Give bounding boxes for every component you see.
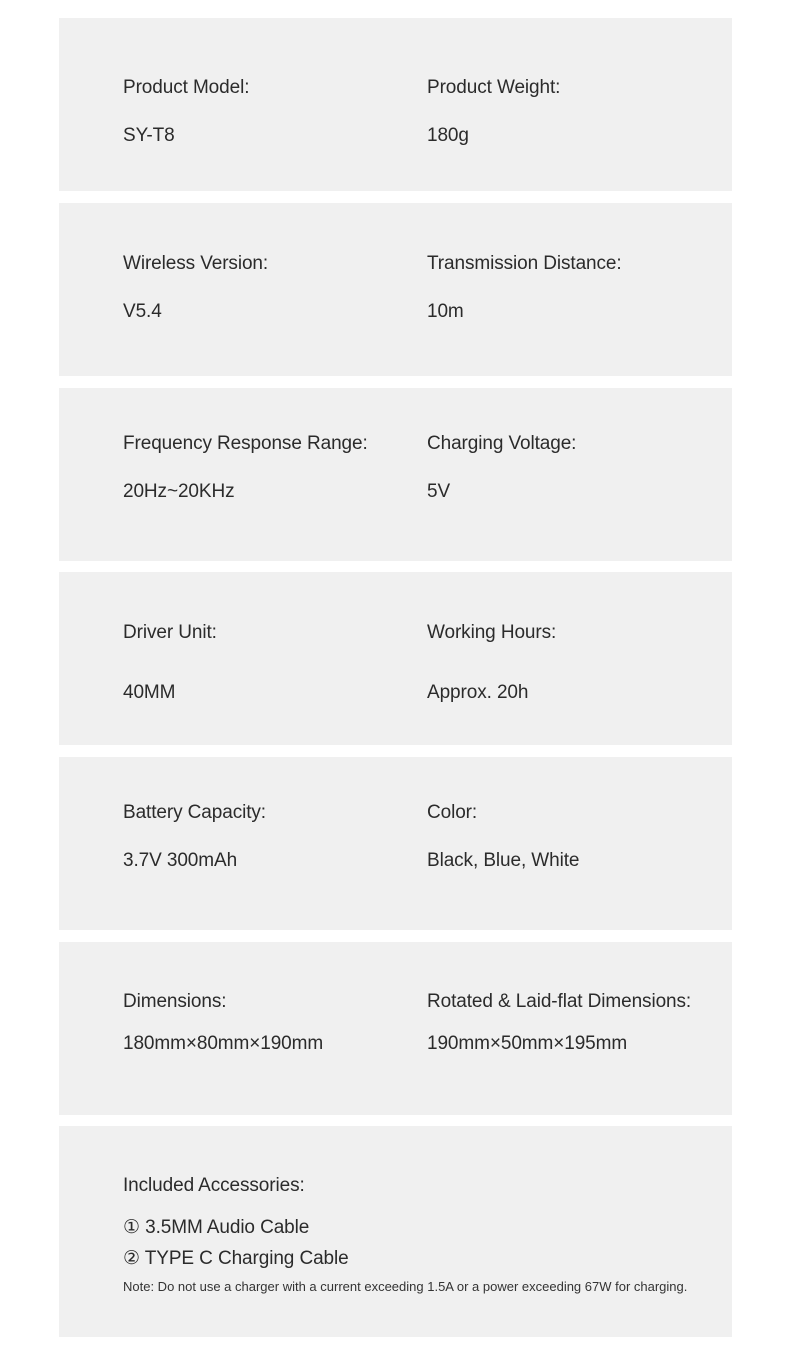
spec-label: Driver Unit: [123,622,217,643]
spec-value: 3.7V 300mAh [123,850,238,871]
spec-label: Transmission Distance: [427,253,622,274]
accessories-card [59,1126,732,1337]
spec-label: Wireless Version: [123,253,269,274]
spec-value: 5V [427,481,451,502]
spec-label: Rotated & Laid-flat Dimensions: [427,991,692,1012]
spec-value: 180g [427,125,469,146]
spec-card-driver-hours [59,572,732,745]
spec-value: Black, Blue, White [427,850,580,871]
spec-label: Product Weight: [427,77,561,98]
spec-label: Color: [427,802,478,823]
spec-card-model-weight [59,18,732,191]
spec-value: SY-T8 [123,125,175,146]
charging-note: Note: Do not use a charger with a current exceeding 1.5A or a power exceeding 67W for charging. [123,1279,688,1294]
accessory-item: ② TYPE C Charging Cable [123,1248,349,1269]
spec-value: Approx. 20h [427,682,529,703]
spec-value: 40MM [123,682,176,703]
spec-label: Frequency Response Range: [123,433,368,454]
spec-label: Charging Voltage: [427,433,577,454]
spec-card-wireless-distance [59,203,732,376]
spec-card-battery-color [59,757,732,930]
spec-card-dimensions [59,942,732,1115]
spec-value: 190mm×50mm×195mm [427,1033,628,1054]
accessory-item: ① 3.5MM Audio Cable [123,1217,310,1238]
spec-value: V5.4 [123,301,162,322]
spec-label: Dimensions: [123,991,227,1012]
spec-card-frequency-voltage [59,388,732,561]
spec-label: Working Hours: [427,622,557,643]
spec-label: Product Model: [123,77,250,98]
spec-value: 20Hz~20KHz [123,481,235,502]
accessories-label: Included Accessories: [123,1175,305,1196]
spec-value: 10m [427,301,464,322]
spec-label: Battery Capacity: [123,802,266,823]
spec-value: 180mm×80mm×190mm [123,1033,324,1054]
